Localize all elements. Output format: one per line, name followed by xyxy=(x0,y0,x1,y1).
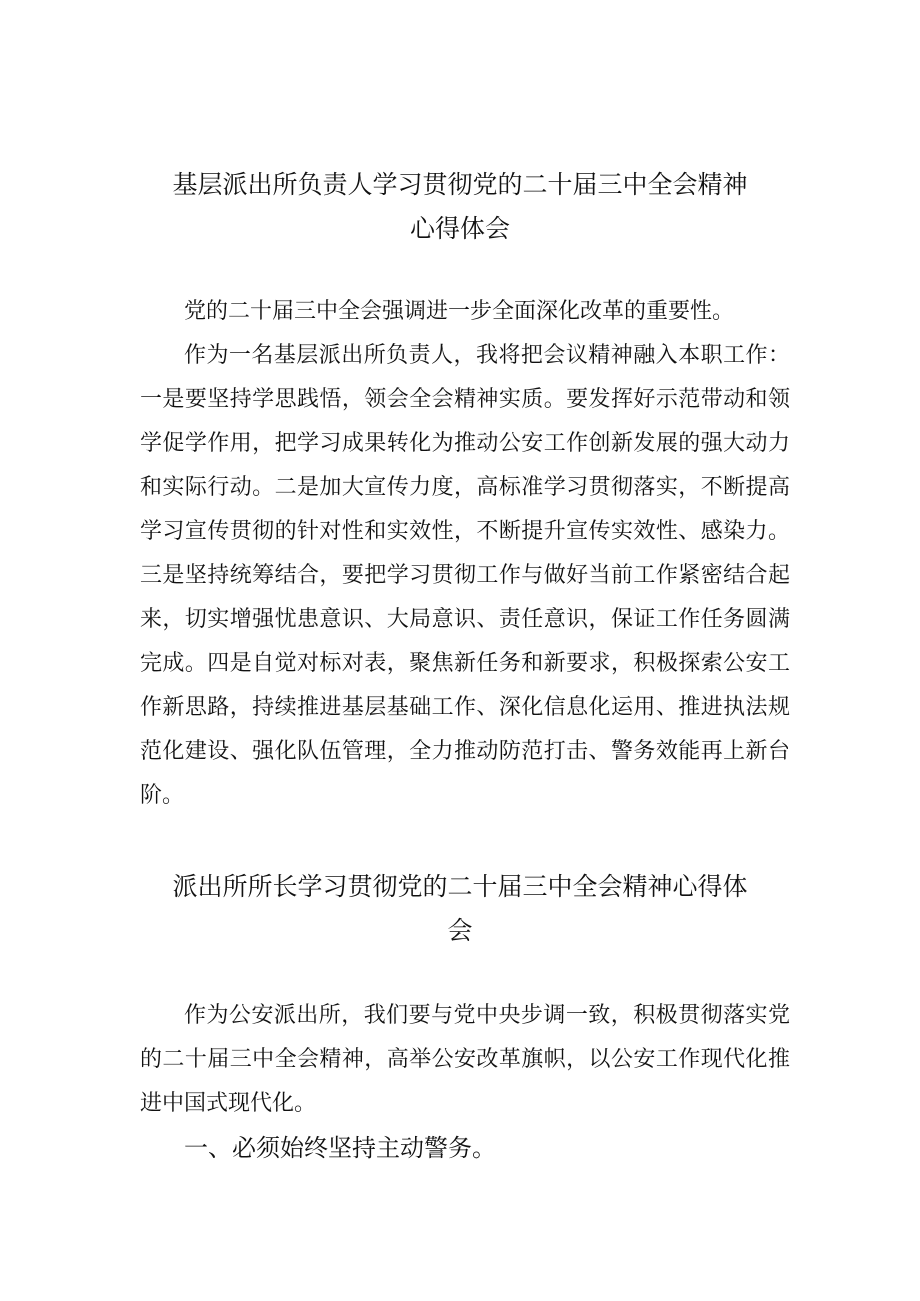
body-paragraph-intro: 党的二十届三中全会强调进一步全面深化改革的重要性。 xyxy=(184,299,735,324)
article-title-second-line-1: 派出所所长学习贯彻党的二十届三中全会精神心得体 xyxy=(172,872,748,901)
article-title-second xyxy=(0,865,920,953)
article-title-line-1: 基层派出所负责人学习贯彻党的二十届三中全会精神 xyxy=(172,170,748,199)
section-heading: 一、必须始终坚持主动警务。 xyxy=(184,1134,496,1162)
article-title-second-line-2: 会 xyxy=(447,916,473,945)
article-title-line-2: 心得体会 xyxy=(409,214,510,243)
body-paragraph-main: 作为一名基层派出所负责人，我将把会议精神融入本职工作：一是要坚持学思践悟，领会全会精神实质。要发挥好示范带动和领学促学作用，把学习成果转化为推动公安工作创新发展的强大动力和实际行动。二是加大宣传力度，高标准学习贯彻落实，不断提高学习宣传贯彻的针对性和实效性，不断提升宣传实效性、感染力。三是坚持统筹结合，要把学习贯彻工作与做好当前工作紧密结合起来，切实增强忧患意识、大局意识、责任意识，保证工作任务圆满完成。四是自觉对标对表，聚焦新任务和新要求，积极探索公安工作新思路，持续推进基层基础工作、深化信息化运用、推进执法规范化建设、强化队伍管理，全力推动防范打击、警务效能再上新台阶。 xyxy=(140,343,790,808)
body-paragraph-second-intro: 作为公安派出所，我们要与党中央步调一致，积极贯彻落实党的二十届三中全会精神，高举公安改革旗帜，以公安工作现代化推进中国式现代化。 xyxy=(140,1003,790,1116)
article-title xyxy=(0,163,920,251)
